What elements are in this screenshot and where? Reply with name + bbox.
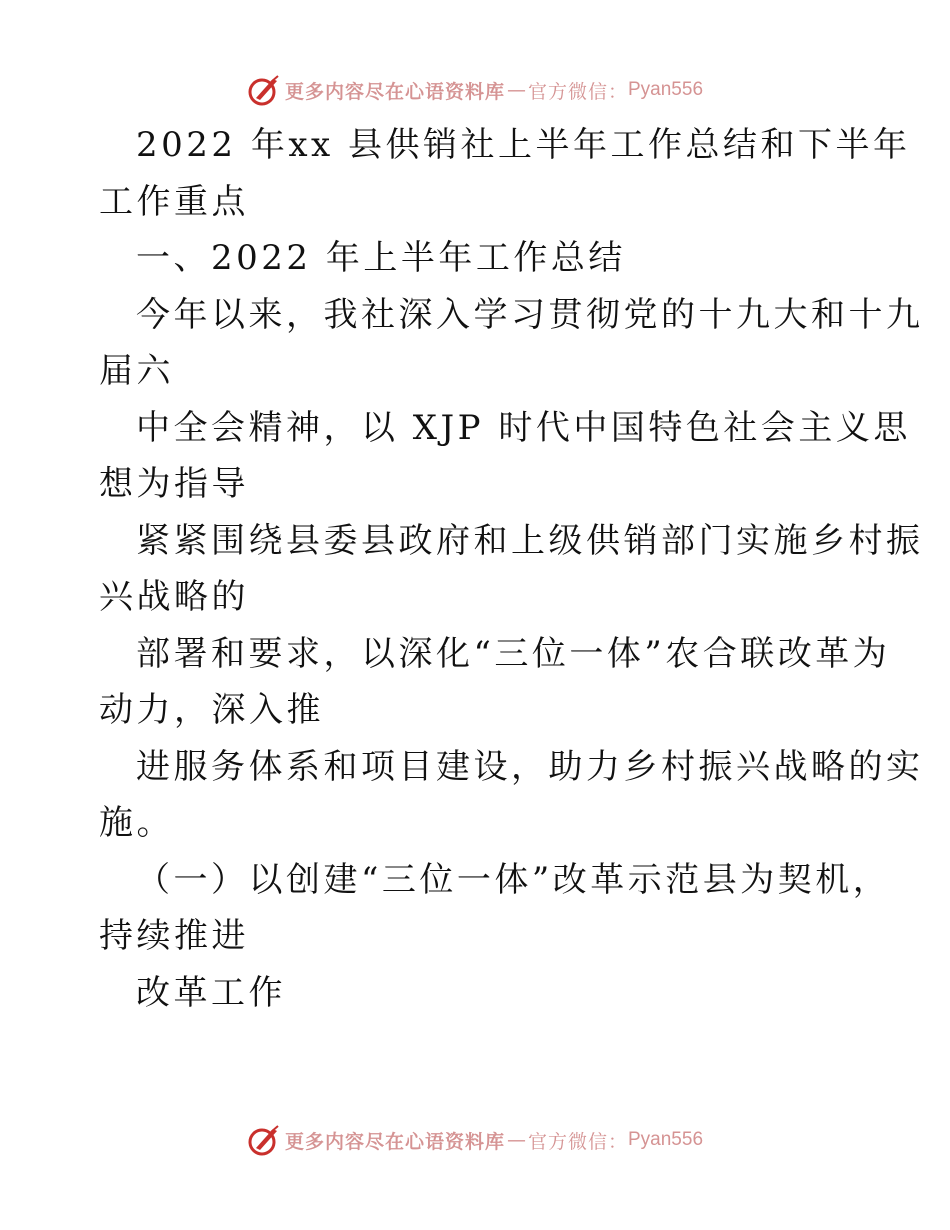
doc-line: 施。 — [99, 803, 174, 843]
doc-line: 进服务体系和项目建设，助力乡村振兴战略的实 — [136, 746, 924, 787]
quill-circle-icon — [247, 73, 281, 107]
doc-line: 改革工作 — [136, 972, 286, 1013]
doc-line: 兴战略的 — [99, 577, 249, 617]
banner-wechat-id: Pyan556 — [628, 79, 704, 100]
doc-line: 部署和要求，以深化“三位一体”农合联改革为 — [136, 633, 891, 674]
doc-line: （一）以创建“三位一体”改革示范县为契机， — [136, 859, 891, 900]
doc-line: 2022 年xx 县供销社上半年工作总结和下半年 — [136, 125, 911, 165]
doc-line: 届六 — [99, 351, 174, 391]
banner-title: 更多内容尽在心语资料库 — [284, 1130, 505, 1153]
banner-title: 更多内容尽在心语资料库 — [284, 80, 505, 103]
quill-circle-icon — [247, 1123, 281, 1157]
footer-banner — [0, 1120, 950, 1160]
header-banner — [0, 70, 950, 110]
doc-line: 想为指导 — [99, 464, 249, 504]
banner-wechat-id: Pyan556 — [628, 1129, 704, 1150]
doc-line: 持续推进 — [99, 916, 249, 956]
doc-line: 中全会精神，以 XJP 时代中国特色社会主义思 — [136, 407, 911, 448]
document-body — [99, 117, 924, 1021]
doc-line: 动力，深入推 — [99, 690, 324, 730]
banner-wechat-label: 官方微信： — [527, 80, 628, 103]
banner-separator: — — [506, 79, 526, 101]
banner-separator: — — [506, 1129, 526, 1151]
doc-line: 工作重点 — [99, 181, 249, 222]
doc-line: 一、2022 年上半年工作总结 — [136, 238, 626, 278]
doc-line: 紧紧围绕县委县政府和上级供销部门实施乡村振 — [136, 520, 924, 561]
banner-wechat-label: 官方微信： — [527, 1130, 628, 1153]
doc-line: 今年以来，我社深入学习贯彻党的十九大和十九 — [136, 294, 924, 335]
